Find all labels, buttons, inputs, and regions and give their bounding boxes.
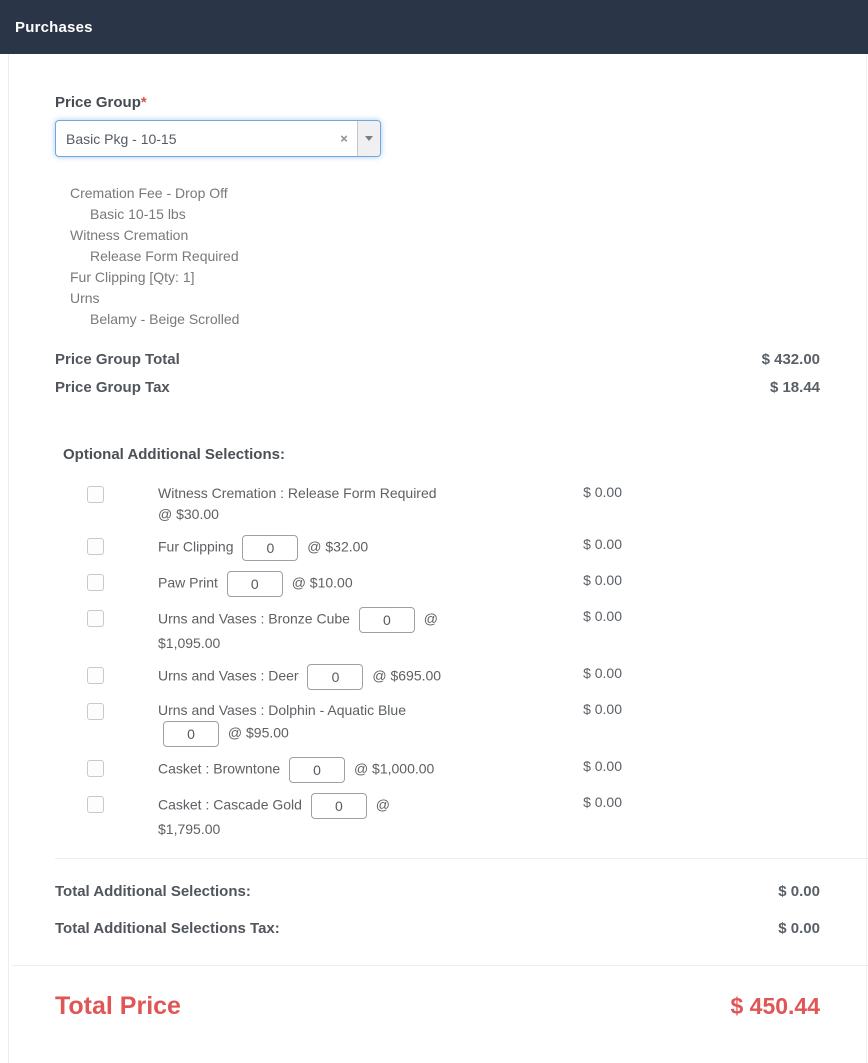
- quantity-input[interactable]: [289, 757, 345, 783]
- quantity-input[interactable]: [307, 664, 363, 690]
- price-group-item: Belamy - Beige Scrolled: [90, 311, 240, 327]
- optional-selection-row: [87, 571, 820, 597]
- chevron-down-icon: [365, 136, 373, 141]
- selection-price: $ 0.00: [583, 665, 622, 681]
- clear-selection-icon[interactable]: ×: [340, 131, 348, 146]
- price-group-item: Witness Cremation: [70, 227, 189, 243]
- additional-total-value: $ 0.00: [778, 883, 820, 900]
- optional-selection-row: [87, 535, 820, 561]
- quantity-input[interactable]: [163, 721, 219, 747]
- total-price-row: [0, 966, 868, 1021]
- selection-checkbox[interactable]: [87, 703, 104, 720]
- panel-header: [0, 0, 868, 54]
- required-asterisk: *: [140, 94, 147, 111]
- optional-selection-row: [87, 664, 820, 690]
- price-group-item: Cremation Fee - Drop Off: [70, 185, 228, 201]
- selection-checkbox[interactable]: [87, 486, 104, 503]
- additional-totals-section: [0, 859, 868, 937]
- selection-label: Casket : Cascade Gold 0 @ $1,795.00: [158, 793, 448, 840]
- dropdown-toggle-button[interactable]: [357, 121, 380, 156]
- quantity-input[interactable]: [359, 607, 415, 633]
- selection-checkbox[interactable]: [87, 574, 104, 591]
- selection-price: $ 0.00: [583, 484, 622, 500]
- quantity-input[interactable]: [242, 535, 298, 561]
- selection-label: Fur Clipping 0 @ $32.00: [158, 535, 448, 561]
- panel-left-border: [8, 54, 9, 1063]
- additional-tax-value: $ 0.00: [778, 920, 820, 937]
- selection-label: Paw Print 0 @ $10.00: [158, 571, 448, 597]
- price-group-item: Urns: [70, 290, 100, 306]
- selection-price: $ 0.00: [583, 794, 622, 810]
- optional-selections-heading: Optional Additional Selections:: [63, 446, 285, 463]
- optional-selection-row: [87, 757, 820, 783]
- page-title: Purchases: [15, 18, 93, 36]
- selection-label: Casket : Browntone 0 @ $1,000.00: [158, 757, 448, 783]
- additional-total-row: [55, 883, 820, 900]
- price-group-tax-label: Price Group Tax: [55, 379, 170, 396]
- price-group-selected-value[interactable]: Basic Pkg - 10-15: [66, 130, 177, 147]
- price-group-tax-value: $ 18.44: [769, 379, 820, 396]
- price-group-tax-row: [55, 379, 820, 396]
- quantity-input[interactable]: [311, 793, 367, 819]
- additional-tax-row: [55, 920, 820, 937]
- price-group-label: Price Group*: [55, 94, 147, 111]
- optional-selections-list: [55, 483, 820, 840]
- total-price-label: Total Price: [55, 992, 181, 1020]
- selection-checkbox[interactable]: [87, 796, 104, 813]
- selection-price: $ 0.00: [583, 608, 622, 624]
- price-group-total-label: Price Group Total: [55, 351, 180, 368]
- selection-price: $ 0.00: [583, 572, 622, 588]
- selection-label: Urns and Vases : Bronze Cube 0 @ $1,095.00: [158, 607, 448, 654]
- optional-selection-row: [87, 483, 820, 525]
- price-group-item: Release Form Required: [90, 248, 239, 264]
- selection-price: $ 0.00: [583, 758, 622, 774]
- price-group-select[interactable]: [55, 120, 381, 157]
- selection-checkbox[interactable]: [87, 610, 104, 627]
- price-group-total-value: $ 432.00: [761, 351, 820, 368]
- optional-selection-row: [87, 607, 820, 654]
- selection-label: Urns and Vases : Deer 0 @ $695.00: [158, 664, 448, 690]
- additional-tax-label: Total Additional Selections Tax:: [55, 920, 280, 937]
- price-group-item: Fur Clipping [Qty: 1]: [70, 269, 195, 285]
- selection-checkbox[interactable]: [87, 760, 104, 777]
- selection-label: Urns and Vases : Dolphin - Aquatic Blue 0 @ $95.00: [158, 700, 448, 747]
- price-group-total-row: [55, 351, 820, 368]
- additional-total-label: Total Additional Selections:: [55, 883, 251, 900]
- optional-selection-row: [87, 700, 820, 747]
- quantity-input[interactable]: [227, 571, 283, 597]
- panel-right-border: [866, 54, 867, 1063]
- price-group-item-list: [55, 183, 820, 330]
- selection-price: $ 0.00: [583, 536, 622, 552]
- selection-label: Witness Cremation : Release Form Required @ $30.00: [158, 485, 437, 522]
- selection-checkbox[interactable]: [87, 538, 104, 555]
- panel-body: [0, 54, 868, 840]
- optional-selection-row: [87, 793, 820, 840]
- total-price-value: $ 450.44: [730, 993, 820, 1019]
- price-group-item: Basic 10-15 lbs: [90, 206, 186, 222]
- selection-checkbox[interactable]: [87, 667, 104, 684]
- selection-price: $ 0.00: [583, 701, 622, 717]
